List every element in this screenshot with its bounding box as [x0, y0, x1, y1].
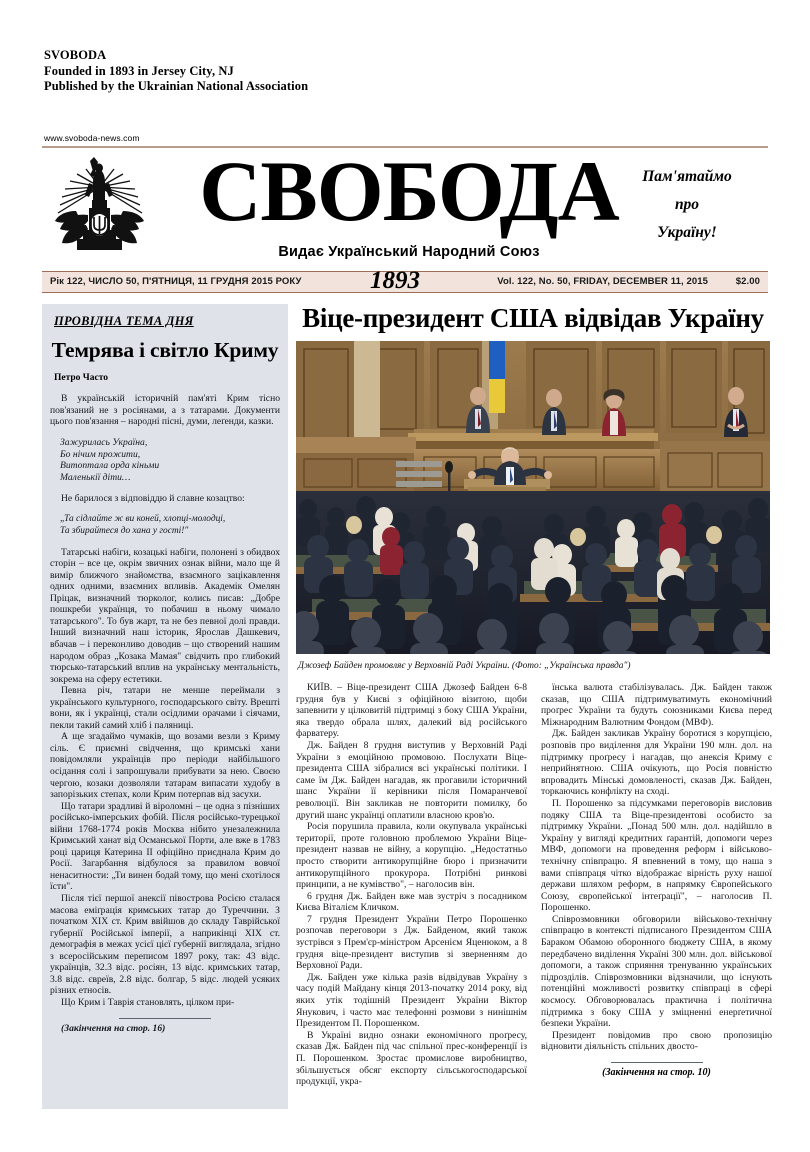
main-c2-p4: Президент повідомив про свою пропозицію відновити діяльність спільних двосто- — [541, 1029, 772, 1053]
masthead-slogan — [612, 163, 762, 247]
lead-story-column — [42, 304, 288, 1109]
date-band-ukrainian: Рік 122, ЧИСЛО 50, П'ЯТНИЦЯ, 11 ГРУДНЯ 2015 РОКУ — [50, 276, 302, 287]
issue-price: $2.00 — [735, 276, 760, 287]
main-continuation-note: (Закінчення на стор. 10) — [602, 1067, 711, 1078]
parliament-photo — [296, 341, 770, 654]
main-c1-p2: Росія порушила правила, коли окупувала українські території, проте головною проблемою України Віце-президент назвав не війну, а корупцію. „Недостатньо просто створити антикорупційне бюро і призначити антикорупційного прокурора. Потрібні ринкові принципи, а не кумівство", – наголосив він. — [296, 821, 527, 891]
publisher-info — [44, 48, 544, 95]
main-c1-p4: 7 грудня Президент України Петро Порошенко розпочав переговори з Дж. Байденом, який також зустрівся з Прем'єр-міністром Арсенієм Яценюком, а 8 грудня віце-президент виступив зі зверненням до Верховної Ради. — [296, 913, 527, 972]
publisher-association: Published by the Ukrainian National Association — [44, 79, 309, 93]
slogan-line-1: Пам'ятаймо — [642, 168, 732, 185]
quote-line-0: „Та сідлайте ж ви коней, хлопці-молодці, — [60, 513, 226, 524]
website-url[interactable]: www.svoboda-news.com — [44, 133, 140, 143]
statue-of-liberty-trident-emblem-icon — [46, 153, 154, 257]
lead-body-0: Татарські набіги, козацькі набіги, полонені з обидвох сторін – все це, окрім звичних ознак війни, мало ще й вимір ближчого знайомства, взаємного зацікавлення одних одними, взаємних впливів. Академік Омелян Пріцак, визначний тюрколог, колись писав: „Добре пошкреби українця, то побачиш в ньому чимало татарського". То був жарт, та не без певної долі правди. Інший визначний наш історик, Ярослав Дашкевич, вбачав – і переконливо доводив – що створений нашим народом образ „Козака Мамая" свідчить про глибокий тюрсько-татарський вплив на українську ментальність, зокрема на сферу естетики. — [50, 546, 280, 685]
continuation-rule — [119, 1018, 211, 1019]
verse-line-3: Маленькії діти… — [60, 472, 131, 484]
photo-caption: Джозеф Байден промовляє у Верховній Раді України. (Фото: „Українська правда") — [298, 661, 631, 671]
lead-body-5: Що Крим і Таврія становлять, цілком при- — [61, 996, 235, 1008]
lead-story-headline: Темрява і світло Криму — [51, 338, 279, 362]
verse-line-0: Зажурилась Україна, — [60, 436, 148, 448]
slogan-line-2: про — [674, 196, 700, 213]
verse-line-1: Бо нічим прожити, — [60, 448, 141, 460]
main-c2-p2: П. Порошенко за підсумками переговорів висловив подяку США та Віце-президентові особисто за підтримку України. „Понад 500 млн. дол. надійшло в Україну у вигляді кредитних ґарантій, допомоги через МВФ, допомоги на проведення реформ і військово-технічну співпрацю. Я впевнений в тому, що наша з вами співпраця чітко відображає вірність руху нашої держави шляхом реформ, в напрямку Європейського Союзу, європейської інтеґрації", – наголосив П. Порошенко. — [541, 797, 772, 914]
main-c1-p3: 6 грудня Дж. Байден вже мав зустріч з посадником Києва Віталієм Кличком. — [296, 890, 527, 914]
main-story-column-2 — [541, 682, 772, 1079]
date-band-english: Vol. 122, No. 50, FRIDAY, DECEMBER 11, 2015 — [497, 276, 708, 287]
lead-story-kicker: ПРОВІДНА ТЕМА ДНЯ — [54, 314, 194, 328]
masthead — [42, 143, 768, 271]
main-c1-p6: В Україні видно ознаки економічного проґресу, сказав Дж. Байден під час спільної прес-конференції із П. Порошенком. Зростає промислове виробництво, збільшується обсяг експорту сільськогосподарської продукції, укра- — [296, 1029, 527, 1088]
main-c2-p3: Співрозмовники обговорили військово-технічну співпрацю в контексті підписаного Президентом США Бараком Обамою оборонного бюджету США, в якому передбачено виділення Україні 300 млн. дол. військової допомоги, а також сприяння тренуванню українських підрозділів. Співрозмовники відзначили, що існують потенційні можливості розвитку співпраці в сфері космосу. Обговорювалась практична і політична підтримка з боку США у зміцненні енерґетичної безпеки України. — [541, 913, 772, 1030]
main-c2-p1: Дж. Байден закликав Україну боротися з корупцією, розповів про виділення для України 190 млн. дол. на підтримку проґресу і нагадав, що анексія Криму є неприйнятною. США очікують, що Росія повністю впровадить Мінські домовленості, сказав Дж. Байден, торкаючись конфлікту на сході. — [541, 728, 772, 798]
main-c1-p0: КИЇВ. – Віце-президент США Джозеф Байден 6-8 грудня був у Києві з офіційною візитою, щоби запевнити у цілковитій підтримці з боку США України, яка твердо обрала шлях, далекий від російського фарватеру. — [296, 682, 527, 740]
main-story-column-1 — [296, 682, 527, 1088]
masthead-subtitle: Видає Український Народний Союз — [278, 244, 540, 260]
quote-line-1: Та збирайтеся до хана у гості!" — [60, 525, 189, 536]
publisher-name: SVOBODA — [44, 48, 107, 62]
lead-body-4: Після тієї першої анексії півострова Росією сталася масова еміґрація кримських татар до Туреччини. З початком XIX ст. Крим ввійшов до складу Таврійської губернії Російської імперії, а наприкінці XIX ст. демографія в межах усієї цієї губернії виглядала, згідно з всеросійським переписом 1897 року, так: 43 відс. українців, 32.3 відс. росіян, 13 відс. кримських татар, 3.8 відс. євреїв, 2.8 відс. болгар, 5 відс. людей усяких різних етносів. — [50, 893, 280, 997]
masthead-title: СВОБОДА — [199, 143, 619, 239]
main-story-headline: Віце-президент США відвідав Україну — [302, 303, 764, 333]
main-story-columns — [296, 682, 772, 1110]
slogan-line-3: Україну! — [657, 224, 717, 241]
lead-body-1: Певна річ, татари не менше переймали з українського культурного, господарського світу. Врешті вони, як і українці, стали осідлими орачами і сіячами, пекли такий самий хліб і паляниці. — [50, 685, 280, 731]
publisher-founded: Founded in 1893 in Jersey City, NJ — [44, 63, 234, 78]
lead-body-2: А ще згадаймо чумаків, що возами везли з Криму сіль. Є приємні свідчення, що кримські хани повідомляли українців про періоди найбільшого осідання солі і запрошували прибувати за нею. Своєю чергою, козаки дозволяли татарам випасати худобу в запорізьких степах, коли Крим потерпав від засухи. — [50, 731, 280, 801]
main-continuation-rule — [611, 1062, 703, 1063]
lead-body-3: Що татари зрадливі й віроломні – це одна з пізніших російсько-імперських фобій. Після російсько-турецької війни 1768-1774 років Москва нібито унезалежнила Кримський ханат від Османської Порти, але вже в 1783 році цариця Катерина II офіційно приєднала Крим до Росії. Загарбання відбулося за правилом вовчої ненаситности: „Ти винен бодай тому, що мені схотілося їсти". — [50, 800, 280, 893]
main-c2-p0: їнська валюта стабілізувалась. Дж. Байден також сказав, що США підтримуватимуть економічний проґрес України та будуть союзниками Києва перед Міжнародним Валютним Фондом (МВФ). — [541, 682, 772, 728]
main-c1-p5: Дж. Байден уже кілька разів відвідував Україну з часу подій Майдану кінця 2013-початку 2014 року, від яких утік тодішній Президент України Віктор Янукович, і часто має телефонні розмови з нинішнім Президентом П. Порошенком. — [296, 971, 527, 1030]
founded-year-mark: 1893 — [370, 267, 420, 294]
lead-paragraph-0: В українській історичній пам'яті Крим тісно пов'язаний не з росіянами, а з татарами. Документи цього пов'язання – народні пісні, думи, леґенди, казки. — [50, 393, 280, 428]
verse-line-2: Витоптала орда кіньми — [60, 460, 160, 472]
lead-verse — [60, 437, 280, 485]
main-c1-p1: Дж. Байден 8 грудня виступив у Верховній Раді України з емоційною промовою. Послухати Віце-президента США зібралися всі українські політики. І саме їм Дж. Байден нагадав, як прогавили історичний шанс України її керівники після Помаранчевої революції. Він закликав не повторити помилку, бо другий шанс українці оплатили власною кров'ю. — [296, 739, 527, 821]
lead-quote — [60, 514, 280, 538]
lead-story-byline: Петро Часто — [54, 373, 109, 383]
lead-continuation-note: (Закінчення на стор. 16) — [61, 1022, 166, 1034]
lead-paragraph-after-verse: Не барилося з відповіддю й славне козацтво: — [61, 493, 245, 505]
